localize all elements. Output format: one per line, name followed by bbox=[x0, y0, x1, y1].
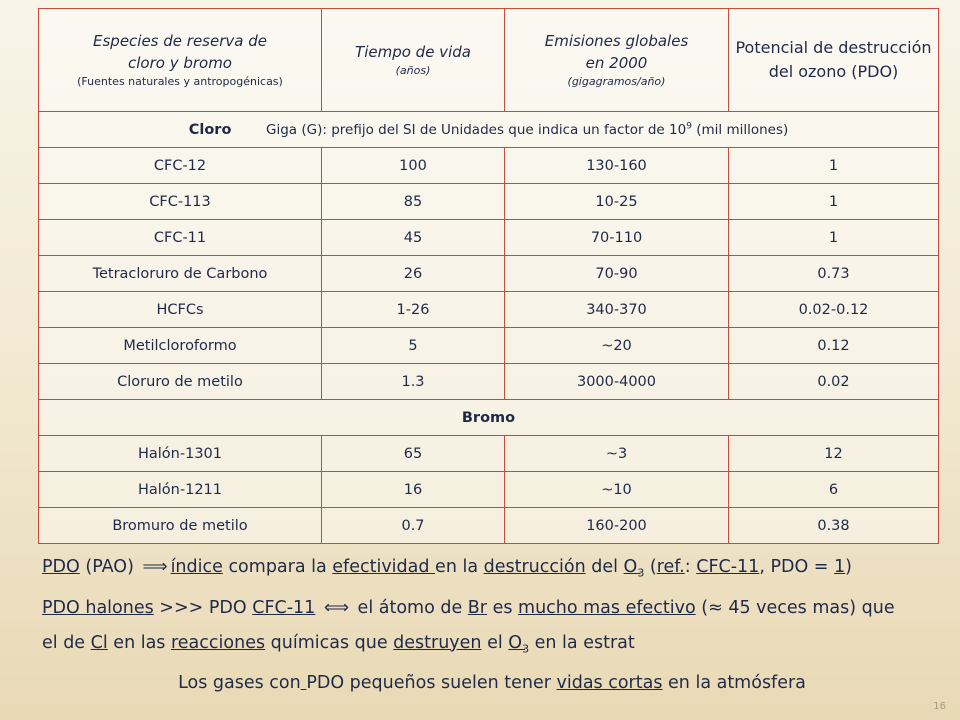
table-cell: Metilcloroformo bbox=[39, 328, 322, 364]
note-line-1 bbox=[42, 550, 942, 591]
note1-text-c: del bbox=[585, 557, 624, 577]
table-cell: CFC-11 bbox=[39, 220, 322, 256]
table-cell: 130-160 bbox=[505, 148, 729, 184]
note1-text-e: : bbox=[684, 557, 697, 577]
table-cell: 45 bbox=[322, 220, 505, 256]
ozone-term-1 bbox=[623, 557, 645, 580]
table-cell: Bromuro de metilo bbox=[39, 508, 322, 544]
table-cell: 85 bbox=[322, 184, 505, 220]
table-cell: Cloruro de metilo bbox=[39, 364, 322, 400]
table-row bbox=[39, 472, 939, 508]
header-lifetime bbox=[322, 9, 505, 112]
table-cell: 1 bbox=[729, 148, 939, 184]
table-cell: 10-25 bbox=[505, 184, 729, 220]
cfc11-term-2: CFC-11 bbox=[252, 597, 316, 618]
table-header-row bbox=[39, 9, 939, 112]
giga-note-text: Giga (G): prefijo del SI de Unidades que indica un factor de 10 bbox=[266, 121, 687, 138]
header-lifetime-sub: (años) bbox=[395, 64, 431, 77]
table-cell: 0.02-0.12 bbox=[729, 292, 939, 328]
table-cell: 0.38 bbox=[729, 508, 939, 544]
header-emissions bbox=[505, 9, 729, 112]
note2-text-e: (≈ 45 veces mas) que bbox=[695, 597, 895, 618]
header-species-line2: cloro y bromo bbox=[127, 54, 232, 72]
cl-term: Cl bbox=[90, 632, 108, 653]
header-emissions-line2: en 2000 bbox=[585, 54, 648, 72]
ozone-o-1: O bbox=[623, 557, 638, 577]
ozone-sub-1: 3 bbox=[637, 566, 645, 580]
table-cell: 0.02 bbox=[729, 364, 939, 400]
note2-text-c: el átomo de bbox=[351, 597, 468, 618]
table-row bbox=[39, 436, 939, 472]
header-lifetime-line1: Tiempo de vida bbox=[355, 43, 471, 61]
ozone-term-2 bbox=[508, 633, 529, 653]
table-row bbox=[39, 256, 939, 292]
implies-icon: ⟹ bbox=[142, 557, 168, 577]
table-cell: 0.7 bbox=[322, 508, 505, 544]
table-cell: HCFCs bbox=[39, 292, 322, 328]
destruccion-term: destrucción bbox=[483, 557, 586, 577]
table-cell: 1 bbox=[729, 220, 939, 256]
table-cell: 5 bbox=[322, 328, 505, 364]
br-term: Br bbox=[467, 597, 487, 618]
efectividad-term: efectividad bbox=[332, 557, 436, 577]
table-cell: 1 bbox=[729, 184, 939, 220]
table-cell: 0.12 bbox=[729, 328, 939, 364]
bromo-rows bbox=[39, 436, 939, 544]
group-label-cloro: Cloro bbox=[188, 121, 232, 138]
equivalence-icon: ⟺ bbox=[323, 597, 349, 618]
table-cell: CFC-12 bbox=[39, 148, 322, 184]
table-cell: ~10 bbox=[505, 472, 729, 508]
header-species-line1: Especies de reserva de bbox=[93, 32, 267, 50]
table-cell: 160-200 bbox=[505, 508, 729, 544]
note3-text-c: químicas que bbox=[265, 632, 394, 653]
table-cell: 70-110 bbox=[505, 220, 729, 256]
destruyen-term: destruyen bbox=[393, 632, 482, 653]
table-cell: 6 bbox=[729, 472, 939, 508]
note3-text-d: el bbox=[481, 632, 509, 653]
note-line-3 bbox=[42, 626, 942, 667]
header-emissions-sub: (gigagramos/año) bbox=[567, 75, 666, 88]
note1-text-f: , PDO = bbox=[759, 557, 835, 577]
group-row-cloro bbox=[39, 112, 939, 148]
table-cell: Tetracloruro de Carbono bbox=[39, 256, 322, 292]
table-row bbox=[39, 184, 939, 220]
table-cell: ~20 bbox=[505, 328, 729, 364]
vidas-cortas-term: vidas cortas bbox=[556, 673, 663, 693]
table-row bbox=[39, 508, 939, 544]
table-row bbox=[39, 364, 939, 400]
note1-text-d: ( bbox=[644, 557, 657, 577]
header-species bbox=[39, 9, 322, 112]
table-cell: 65 bbox=[322, 436, 505, 472]
note1-text-b: en la bbox=[435, 557, 484, 577]
table-cell: 1.3 bbox=[322, 364, 505, 400]
table-cell: 26 bbox=[322, 256, 505, 292]
table-row bbox=[39, 220, 939, 256]
efectivo-term: mucho mas efectivo bbox=[518, 597, 696, 618]
note1-text-g: ) bbox=[845, 557, 852, 577]
note4-text-b: PDO pequeños suelen tener bbox=[306, 673, 557, 693]
note2-text-d: es bbox=[487, 597, 519, 618]
header-emissions-line1: Emisiones globales bbox=[544, 32, 689, 50]
group-label-bromo: Bromo bbox=[461, 409, 516, 426]
table-cell: ~3 bbox=[505, 436, 729, 472]
table-cell: Halón-1301 bbox=[39, 436, 322, 472]
halones-term: PDO halones bbox=[42, 597, 154, 618]
indice-term: índice bbox=[170, 557, 223, 577]
one-term: 1 bbox=[834, 557, 846, 577]
table-cell: 0.73 bbox=[729, 256, 939, 292]
group-row-bromo bbox=[39, 400, 939, 436]
note-line-4 bbox=[42, 666, 942, 701]
ref-term: ref. bbox=[656, 557, 685, 577]
table-row bbox=[39, 328, 939, 364]
notes bbox=[42, 550, 942, 701]
cfc11-term-1: CFC-11 bbox=[696, 557, 760, 577]
header-pdo bbox=[729, 9, 939, 112]
table-cell: 16 bbox=[322, 472, 505, 508]
header-species-sub: (Fuentes naturales y antropogénicas) bbox=[77, 75, 283, 88]
giga-note-tail: (mil millones) bbox=[691, 121, 789, 138]
table-cell: 340-370 bbox=[505, 292, 729, 328]
table-row bbox=[39, 148, 939, 184]
ozone-sub-2: 3 bbox=[522, 642, 530, 655]
table-cell: 100 bbox=[322, 148, 505, 184]
giga-exponent: 9 bbox=[686, 121, 692, 132]
note1-text-a: compara la bbox=[222, 557, 333, 577]
group-cell-cloro bbox=[39, 112, 939, 148]
table-row bbox=[39, 292, 939, 328]
cloro-rows bbox=[39, 148, 939, 400]
group-cell-bromo bbox=[39, 400, 939, 436]
table-cell: 3000-4000 bbox=[505, 364, 729, 400]
table-cell: 70-90 bbox=[505, 256, 729, 292]
note4-text-c: en la atmósfera bbox=[662, 673, 806, 693]
note2-text-a: >>> PDO bbox=[153, 597, 253, 618]
ods-table bbox=[38, 8, 939, 544]
giga-note bbox=[266, 122, 788, 138]
note3-text-b: en las bbox=[107, 632, 171, 653]
table-cell: CFC-113 bbox=[39, 184, 322, 220]
table-cell: 12 bbox=[729, 436, 939, 472]
header-pdo-line1: Potencial de destrucción bbox=[735, 38, 932, 57]
note3-text-a: el de bbox=[42, 632, 91, 653]
note-line-2 bbox=[42, 591, 942, 626]
pao-text: (PAO) bbox=[79, 557, 140, 577]
ozone-o-2: O bbox=[508, 632, 523, 653]
pdo-term: PDO bbox=[42, 557, 80, 577]
page-number: 16 bbox=[933, 701, 946, 712]
header-pdo-line2: del ozono (PDO) bbox=[768, 62, 899, 81]
reacciones-term: reacciones bbox=[170, 632, 266, 653]
note3-text-e: en la estrat bbox=[529, 632, 635, 653]
note4-text-a: Los gases con bbox=[178, 673, 301, 693]
table-cell: Halón-1211 bbox=[39, 472, 322, 508]
table-cell: 1-26 bbox=[322, 292, 505, 328]
